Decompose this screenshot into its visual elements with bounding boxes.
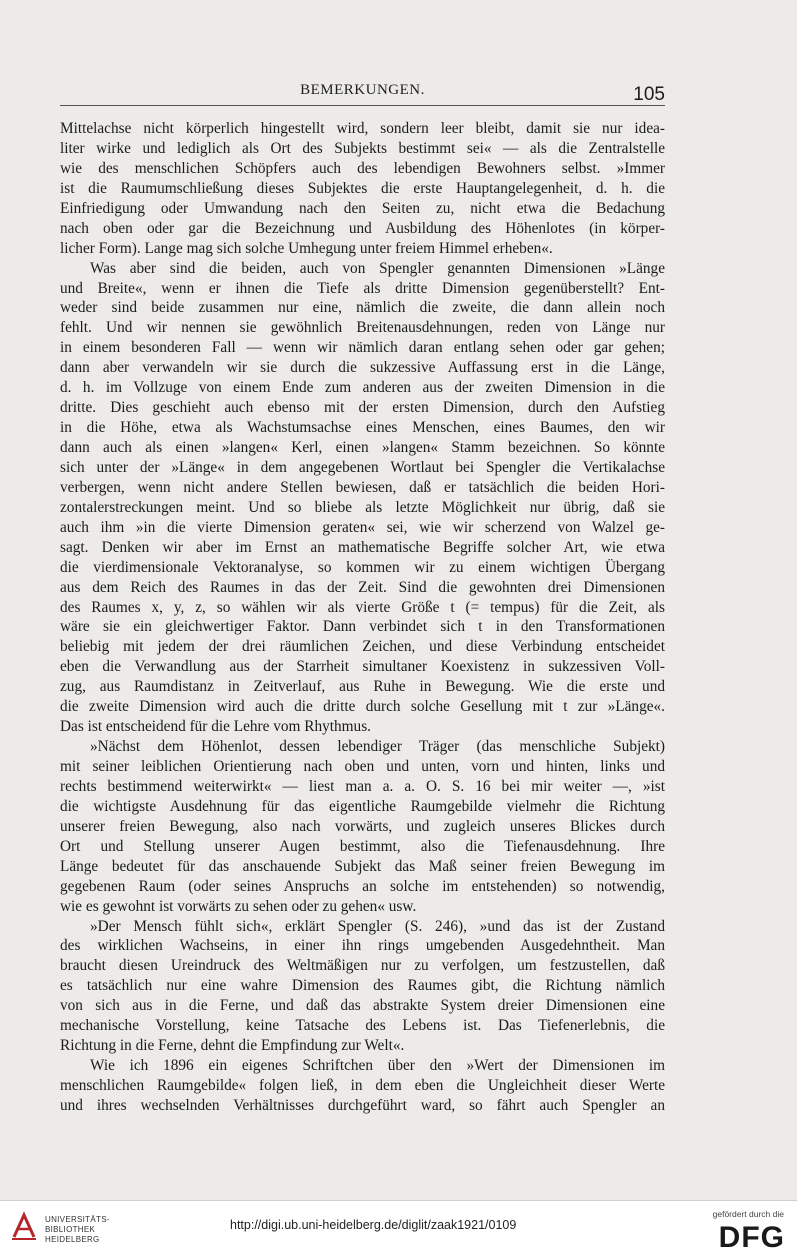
running-title: BEMERKUNGEN. <box>300 82 425 98</box>
library-name <box>45 1215 110 1245</box>
text-line: und ihres wechselnden Verhältnisses durchgeführt ward, so fährt auch Spengler an <box>60 1096 665 1114</box>
text-line: des wirklichen Wachseins, in einer ihn rings umgebenden Ausgedehntheit. Man <box>60 937 665 955</box>
library-name-line: HEIDELBERG <box>45 1235 100 1244</box>
text-line: wie es gewohnt ist vorwärts zu sehen oder zu gehen« usw. <box>60 897 417 915</box>
text-line: Richtung in die Ferne, dehnt die Empfindung zur Welt«. <box>60 1037 405 1055</box>
text-line: Ort und Stellung unserer Augen bestimmt, also die Tiefenausdehnung. Ihre <box>60 837 665 855</box>
text-line: die vierdimensionale Vektoranalyse, so kommen wir zu einem wichtigen Übergang <box>60 558 665 576</box>
page-number: 105 <box>633 84 665 105</box>
text-line: Einfriedigung oder Umwandung nach den Seiten zu, nicht etwa die Bedachung <box>60 199 665 217</box>
text-line: fehlt. Und wir nennen sie gewöhnlich Breitenausdehnungen, reden von Länge nur <box>60 319 665 337</box>
text-line: aus dem Reich des Raumes in das der Zeit. Sind die gewohnten drei Dimensionen <box>60 578 665 596</box>
text-line: und Breite«, wenn er ihnen die Tiefe als dritte Dimension gegenüberstellt? Ent- <box>60 279 665 297</box>
text-line: braucht diesen Ureindruck des Weltmäßigen nur zu verfolgen, um festzustellen, daß <box>60 957 665 975</box>
body-text <box>60 119 665 1116</box>
text-line: sagt. Denken wir aber im Ernst an mathematische Begriffe solcher Art, wie etwa <box>60 538 665 556</box>
text-line: gegebenen Raum (oder seines Anspruchs an solche im entstehenden) so notwendig, <box>60 877 665 895</box>
text-line: menschlichen Raumgebilde« folgen ließ, in dem eben die Ungleichheit dieser Werte <box>60 1077 665 1094</box>
ub-heidelberg-logo-icon <box>10 1211 38 1241</box>
library-name-line: BIBLIOTHEK <box>45 1225 96 1234</box>
text-line: licher Form). Lange mag sich solche Umhegung unter freiem Himmel erheben«. <box>60 239 553 257</box>
text-line: zontalerstreckungen meint. Und so bliebe als letzte Möglichkeit nur übrig, daß sie <box>60 498 665 516</box>
text-line: eben die Verwandlung aus der Starrheit simultaner Koexistenz in sukzessiven Voll- <box>60 658 665 676</box>
text-line: ist die Raumumschließung dieses Subjektes die erste Hauptangelegenheit, d. h. die <box>60 179 665 197</box>
funding-label: gefördert durch die <box>712 1209 784 1219</box>
text-line: wäre sie ein gleichwertiger Faktor. Dann verbindet sich t in den Transformationen <box>60 618 665 636</box>
text-line: sich unter der »Länge« in dem angegebenen Wortlaut bei Spengler die Vertikalachse <box>60 458 665 476</box>
dfg-logo: DFG <box>718 1221 785 1254</box>
text-line: verbergen, wenn nicht andere Stellen bewiesen, daß er tatsächlich die beiden Hori- <box>60 478 665 496</box>
text-line: dann auch als einen »langen« Kerl, einen »langen« Stamm bezeichnen. So könnte <box>60 439 665 456</box>
text-line: nach oben oder gar die Bezeichnung und Ausbildung des Höhenlotes (in körper- <box>60 219 665 237</box>
text-line: rechts bestimmend weiterwirkt« — liest man a. a. O. S. 16 bei mir weiter —, »ist <box>60 777 665 795</box>
text-line: zug, aus Raumdistanz in Zeitverlauf, aus Ruhe in Bewegung. Wie die erste und <box>60 678 665 696</box>
text-line: dann aber verwandeln wir sie durch die sukzessive Auffassung erst in die Länge, <box>60 359 665 377</box>
text-line: dritte. Dies geschieht auch ebenso mit der ersten Dimension, durch den Aufstieg <box>60 399 665 417</box>
text-line: Das ist entscheidend für die Lehre vom Rhythmus. <box>60 718 371 736</box>
text-line: in die Höhe, etwa als Wachstumsachse eines Menschen, eines Baumes, den wir <box>60 419 665 437</box>
text-line: auch ihm »in die vierte Dimension geraten« sei, wie wir scherzend von Walzel ge- <box>60 518 665 536</box>
page-header <box>60 80 665 110</box>
text-line: »Der Mensch fühlt sich«, erklärt Spengler (S. 246), »und das ist der Zustand <box>90 917 665 935</box>
text-line: liter wirke und lediglich als Ort des Subjekts bestimmt sei« — als die Zentralstelle <box>60 139 665 157</box>
text-line: von sich aus in die Ferne, und daß das abstrakte System dreier Dimensionen eine <box>60 997 665 1015</box>
text-line: des Raumes x, y, z, so wählen wir als vierte Größe t (= tempus) für die Zeit, als <box>60 598 665 616</box>
text-line: mechanische Vorstellung, keine Tatsache des Lebens ist. Das Tiefenerlebnis, die <box>60 1017 665 1035</box>
permalink-url[interactable]: http://digi.ub.uni-heidelberg.de/diglit/zaak1921/0109 <box>230 1218 517 1232</box>
text-line: in einem besonderen Fall — wenn wir nämlich daran entlang sehen oder gar gehen; <box>60 339 665 357</box>
library-name-line: UNIVERSITÄTS- <box>45 1215 110 1224</box>
text-line: weder sind beide zusammen nur eine, nämlich die zweite, die dann allein noch <box>60 299 665 317</box>
text-line: mit seiner leiblichen Orientierung nach oben und unten, vorn und hinten, links und <box>60 758 665 775</box>
text-line: unserer freien Bewegung, also nach vorwärts, und zugleich unseres Blickes durch <box>60 817 665 835</box>
text-line: Länge bedeutet für das anschauende Subjekt das Maß seiner freien Bewegung im <box>60 857 665 875</box>
text-line: Mittelachse nicht körperlich hingestellt wird, sondern leer bleibt, damit sie nur idea- <box>60 120 665 137</box>
text-line: Wie ich 1896 ein eigenes Schriftchen über den »Wert der Dimensionen im <box>90 1057 665 1075</box>
text-line: wie des menschlichen Schöpfers auch des lebendigen Bewohners selbst. »Immer <box>60 159 665 177</box>
text-line: die wichtigste Ausdehnung für das eigentliche Raumgebilde vielmehr die Richtung <box>60 797 665 815</box>
header-rule <box>60 105 665 106</box>
text-line: Was aber sind die beiden, auch von Spengler genannten Dimensionen »Länge <box>90 259 665 277</box>
text-line: beliebig mit jedem der drei räumlichen Zeichen, und diese Verbindung entscheidet <box>60 638 665 656</box>
text-line: es tatsächlich nur eine wahre Dimension des Raumes gibt, die Richtung nämlich <box>60 977 665 995</box>
text-line: d. h. im Vollzuge von einem Ende zum anderen aus der zweiten Dimension in die <box>60 379 665 397</box>
viewer-footer <box>0 1200 797 1260</box>
text-line: die zweite Dimension wird auch die dritte durch solche Gesellung mit t zur »Länge«. <box>60 698 665 716</box>
text-line: »Nächst dem Höhenlot, dessen lebendiger Träger (das menschliche Subjekt) <box>90 738 665 756</box>
